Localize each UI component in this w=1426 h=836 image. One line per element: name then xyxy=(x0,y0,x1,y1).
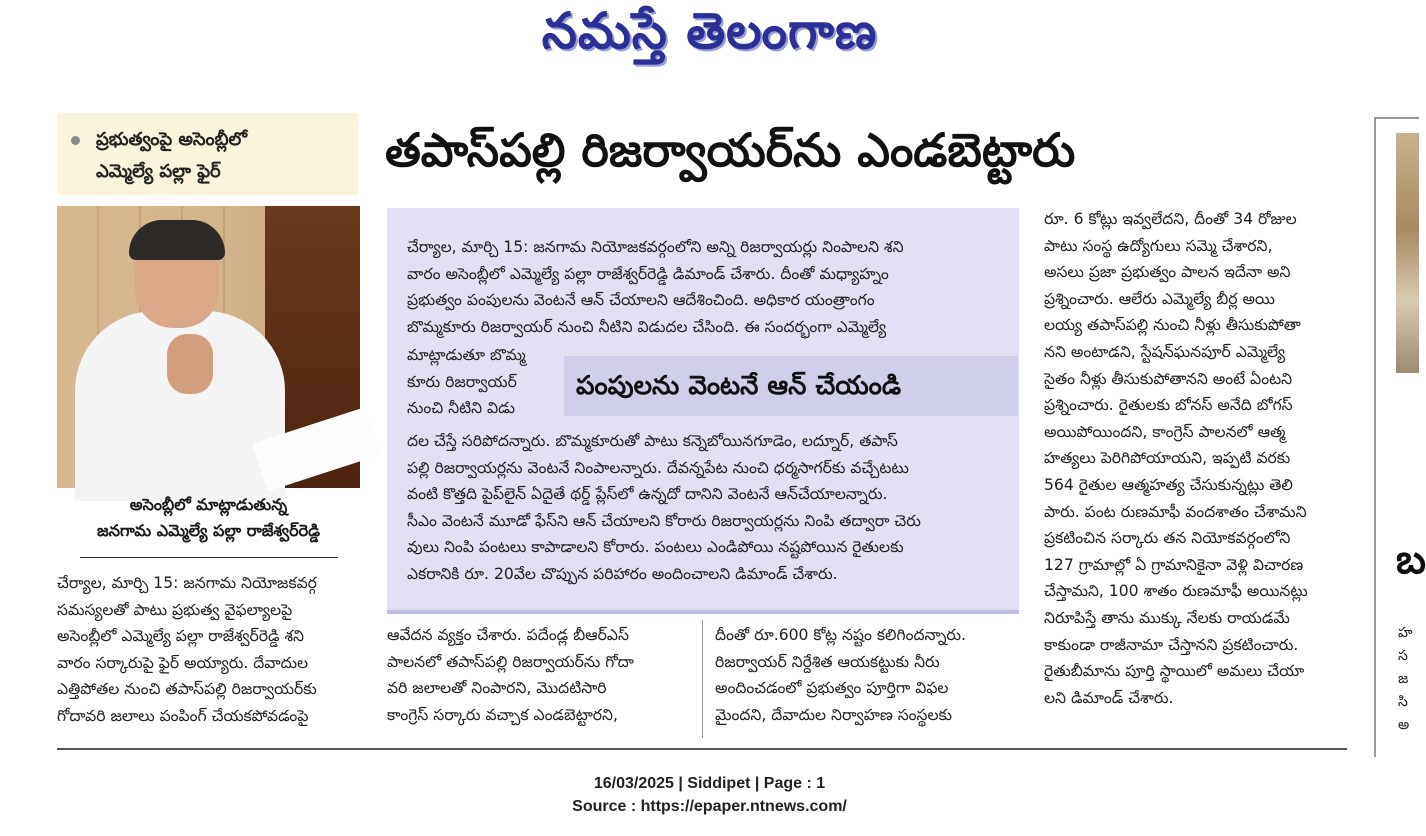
continuation-line: రూ. 6 కోట్లు ఇవ్వలేదని, దీంతో 34 రోజుల xyxy=(1044,210,1297,228)
column-divider xyxy=(702,620,703,738)
main-story-bottom xyxy=(407,428,999,588)
newspaper-logo[interactable]: నమస్తే తెలంగాణ xyxy=(541,2,878,60)
continuation-line: చేస్తామని, 100 శాతం రుణమాఫీ అయినట్లు xyxy=(1044,582,1308,601)
continuation-line: వరి జలాలతో నింపారని, మొదటిసారి xyxy=(387,679,607,698)
continuation-line: లయ్య తపాస్‌పల్లి నుంచి నీళ్లు తీసుకుపోతా xyxy=(1044,316,1301,335)
main-story-top xyxy=(407,234,999,340)
sidebar-story-line: గోదావరి జలాలు పంపింగ్ చేయకపోవడంపై xyxy=(57,706,309,725)
continuation-line: నని అంటాడని, స్టేషన్‌ఘనపూర్ ఎమ్మెల్యే xyxy=(1044,342,1286,361)
main-story-line: మాట్లాడుతూ బొమ్మ xyxy=(407,346,526,364)
continuation-line: మైందని, దేవాదుల నిర్వాహణ సంస్థలకు xyxy=(715,705,953,724)
main-story-wrap xyxy=(407,342,557,422)
footer-date-edition: 16/03/2025 | Siddipet | Page : 1 xyxy=(593,775,826,792)
continuation-line: ప్రశ్నించారు. రైతులకు బోనస్ అనేది బోగస్ xyxy=(1044,396,1293,415)
kicker-box xyxy=(57,113,358,195)
headline: తపాస్‌పల్లి రిజర్వాయర్‌ను ఎండబెట్టారు xyxy=(385,123,1076,177)
continuation-line: 564 రైతుల ఆత్మహత్య చేసుకున్నట్లు తెలి xyxy=(1044,475,1293,494)
continuation-line: పాటు సంస్థ ఉద్యోగులు సమ్మె చేశారని, xyxy=(1044,236,1273,255)
footer-source-link[interactable]: Source : https://epaper.ntnews.com/ xyxy=(572,798,847,815)
main-story-line: ఎకరానికి రూ. 20వేల చొప్పున పరిహారం అందించాలని డిమాండ్ చేశారు. xyxy=(407,564,838,583)
continuation-line: రైతుబీమాను పూర్తి స్థాయిలో అమలు చేయా xyxy=(1044,662,1305,681)
next-page-headline-glyph: బ xyxy=(1396,537,1426,583)
next-page-text: హ స జ సి అ xyxy=(1398,625,1413,733)
continuation-line: హత్యలు పెరిగిపోయాయని, ఇప్పటి వరకు xyxy=(1044,449,1291,468)
kicker-line-2: ఎమ్మెల్యే పల్లా ఫైర్ xyxy=(96,161,221,182)
main-story-line: సీఎం వెంటనే మూడో ఫేస్‌ని ఆన్ చేయాలని కోరారు రిజర్వాయర్లను నింపి తద్వారా చెరు xyxy=(407,511,921,530)
continuation-line: ప్రశ్నించారు. ఆలేరు ఎమ్మెల్యే బీర్ల అయి xyxy=(1044,289,1275,308)
page-bottom-rule xyxy=(57,748,1347,750)
photo-caption xyxy=(57,492,360,544)
continuation-line: నిరూపిస్తే తాను ముక్కు నేలకు రాయడమే xyxy=(1044,608,1290,627)
continuation-line: కాకుండా రాజీనామా చేస్తానని ప్రకటించారు. xyxy=(1044,635,1299,654)
continuation-line: అందించడంలో ప్రభుత్వం పూర్తిగా విఫల xyxy=(715,679,949,698)
photo-caption-line-1: అసెంబ్లీలో మాట్లాడుతున్న xyxy=(129,495,288,514)
sidebar-story-line: వారం సర్కారుపై ఫైర్ అయ్యారు. దేవాదుల xyxy=(57,653,309,672)
photo-caption-line-2: జనగామ ఎమ్మెల్యే పల్లా రాజేశ్వర్‌రెడ్డి xyxy=(97,521,320,540)
main-story-line: పల్లి రిజర్వాయర్లను వెంటనే నింపాలన్నారు. దేవన్నపేట నుంచి ధర్మసాగర్‌కు వచ్చేటటు xyxy=(407,458,909,477)
continuation-line: ఆవేదన వ్యక్తం చేశారు. పదేండ్ల బీఆర్‌ఎస్ xyxy=(387,626,629,644)
sidebar-story-line: ఎత్తిపోతల నుంచి తపాస్‌పల్లి రిజర్వాయర్‌కు xyxy=(57,680,317,699)
sidebar-story-line: అసెంబ్లీలో ఎమ్మెల్యే పల్లా రాజేశ్వర్‌రెడ్డి శని xyxy=(57,627,304,646)
continuation-line: కాంగ్రెస్ సర్కారు వచ్చాక ఎండబెట్టారని, xyxy=(387,705,618,724)
mla-photo xyxy=(57,206,360,488)
main-story-line: దల చేస్తే సరిపోదన్నారు. బొమ్మకూరుతో పాటు కన్నెబోయినగూడెం, లద్నూర్, తపాస్ xyxy=(407,432,898,450)
main-story-line: కూరు రిజర్వాయర్ xyxy=(407,372,517,391)
continuation-line: అసలు ప్రజా ప్రభుత్వం పాలన ఇదేనా అని xyxy=(1044,263,1291,282)
main-story-line: చేర్యాల, మార్చి 15: జనగామ నియోజకవర్గంలోని అన్ని రిజర్వాయర్లు నింపాలని శని xyxy=(407,238,904,256)
page-footer xyxy=(0,772,1419,818)
bullet-icon xyxy=(71,136,80,145)
sidebar-story-line: సమస్యలతో పాటు ప్రభుత్వ వైఫల్యాలపై xyxy=(57,600,293,619)
main-story-line: వంటి కొత్తది పైప్‌లైన్ ఏదైతే థర్డ్ ప్లేస్‌లో ఉన్నదో దానిని వెంటనే ఆన్‌చేయాలన్నారు. xyxy=(407,485,888,504)
continuation-line: పారు. పంట రుణమాఫీ వందశాతం చేశామని xyxy=(1044,502,1307,521)
continuation-line: దీంతో రూ.600 కోట్ల నష్టం కలిగిందన్నారు. xyxy=(715,626,966,644)
caption-divider xyxy=(80,557,338,558)
continuation-line: అయిపోయిందని, కాంగ్రెస్ పాలనలో ఆత్మ xyxy=(1044,422,1286,441)
sidebar-story xyxy=(57,570,360,730)
continuation-line: లని డిమాండ్ చేశారు. xyxy=(1044,688,1174,707)
main-story-line: వులు నింపి పంటలు కాపాడాలని కోరారు. పంటలు ఎండిపోయి నష్టపోయిన రైతులకు xyxy=(407,538,904,557)
kicker-line-1: ప్రభుత్వంపై అసెంబ్లీలో xyxy=(96,129,248,150)
continuation-line: ప్రకటించిన సర్కారు తన నియోకవర్గంలోని xyxy=(1044,529,1291,548)
continuation-line: పాలనలో తపాస్‌పల్లి రిజర్వాయర్‌ను గోదా xyxy=(387,652,634,671)
continuation-line: 127 గ్రామాల్లో ఏ గ్రామానికైనా వెళ్లి విచారణ xyxy=(1044,555,1304,574)
main-story-line: నుంచి నీటిని విడు xyxy=(407,399,516,418)
continuation-col-1 xyxy=(387,622,690,728)
continuation-line: రిజర్వాయర్ నిర్దేశిత ఆయకట్టుకు నీరు xyxy=(715,652,940,671)
continuation-col-2 xyxy=(715,622,1018,728)
continuation-col-3 xyxy=(1044,206,1347,711)
next-page-photo xyxy=(1396,133,1419,373)
main-story-line: బొమ్మకూరు రిజర్వాయర్ నుంచి నీటిని విడుదల చేసింది. ఈ సందర్భంగా ఎమ్మెల్యే xyxy=(407,317,887,336)
story-box-rule xyxy=(387,610,1019,614)
subheadline: పంపులను వెంటనే ఆన్ చేయండి xyxy=(564,356,1018,416)
continuation-line: సైతం నీళ్లు తీసుకుపోతానని అంటే ఏంటని xyxy=(1044,369,1293,388)
main-story-line: ప్రభుత్వం పంపులను వెంటనే ఆన్ చేయాలని ఆదేశించింది. అధికార యంత్రాంగం xyxy=(407,291,875,310)
sidebar-story-line: చేర్యాల, మార్చి 15: జనగామ నియోజకవర్గ xyxy=(57,574,317,592)
main-story-line: వారం అసెంబ్లీలో ఎమ్మెల్యే పల్లా రాజేశ్వర్‌రెడ్డి డిమాండ్ చేశారు. దీంతో మధ్యాహ్నం xyxy=(407,264,889,283)
